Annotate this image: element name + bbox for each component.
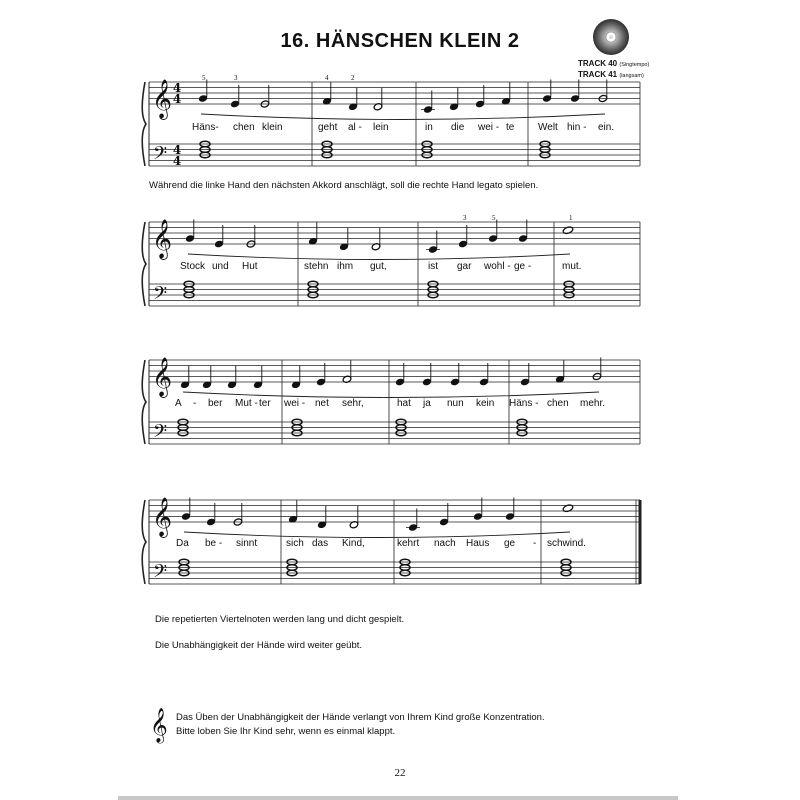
track-line-1: TRACK 40 (Singtempo) bbox=[578, 59, 650, 68]
lyric-syllable: chen bbox=[233, 122, 255, 133]
brace bbox=[142, 360, 146, 444]
note-repeated-quarters: Die repetierten Viertelnoten werden lang und dicht gespielt. bbox=[155, 614, 405, 625]
quarter-note bbox=[475, 100, 485, 108]
instruction-legato: Während die linke Hand den nächsten Akkord anschlägt, soll die rechte Hand legato spielen. bbox=[149, 180, 539, 191]
lyric-syllable: Haus bbox=[466, 538, 490, 549]
legato-slur bbox=[201, 114, 605, 120]
lyric-syllable: stehn bbox=[304, 261, 329, 272]
lyric-syllable: gut, bbox=[370, 261, 387, 272]
lyric-syllable: ist bbox=[428, 261, 438, 272]
lyric-syllable: nach bbox=[434, 538, 456, 549]
quarter-note bbox=[428, 245, 438, 253]
brace bbox=[142, 82, 146, 166]
lyric-syllable: ber bbox=[208, 398, 223, 409]
fingering-number: 4 bbox=[325, 74, 329, 82]
bass-clef-icon: 𝄢 bbox=[153, 561, 168, 587]
lyric-syllable: geht bbox=[318, 122, 338, 133]
page-number: 22 bbox=[394, 767, 406, 779]
bass-clef-icon: 𝄢 bbox=[153, 421, 168, 447]
lyric-syllable: lein bbox=[373, 122, 389, 133]
bass-time-signature-denominator: 4 bbox=[172, 154, 182, 168]
quarter-note bbox=[439, 518, 449, 526]
quarter-note bbox=[479, 378, 489, 386]
treble-clef-icon: 𝄞 bbox=[152, 219, 173, 259]
legato-slur bbox=[184, 532, 570, 538]
lyric-syllable: in bbox=[425, 122, 433, 133]
treble-time-signature-denominator: 4 bbox=[172, 92, 182, 106]
lyric-syllable: ihm bbox=[337, 261, 354, 272]
quarter-note bbox=[505, 512, 515, 520]
lyric-syllable: wohl - bbox=[484, 261, 511, 272]
lyric-syllable: und bbox=[212, 261, 229, 272]
lyric-syllable: die bbox=[451, 122, 465, 133]
quarter-note bbox=[488, 234, 498, 242]
lyric-syllable: sich bbox=[286, 538, 304, 549]
lyric-syllable: - bbox=[533, 538, 537, 549]
lyric-syllable: Häns - bbox=[509, 398, 539, 409]
brace bbox=[142, 500, 146, 584]
lyric-syllable: gar bbox=[457, 261, 472, 272]
treble-clef-icon: 𝄞 bbox=[150, 708, 168, 743]
quarter-note bbox=[181, 512, 191, 520]
lyric-syllable: das bbox=[312, 538, 329, 549]
quarter-note bbox=[198, 94, 208, 102]
lyric-syllable: te bbox=[506, 122, 515, 133]
quarter-note bbox=[316, 378, 326, 386]
quarter-note bbox=[422, 378, 432, 386]
lyric-syllable: ge - bbox=[514, 261, 532, 272]
bass-clef-icon: 𝄢 bbox=[153, 143, 168, 169]
lyric-syllable: schwind. bbox=[547, 538, 586, 549]
bass-time-signature-numerator: 4 bbox=[172, 143, 182, 157]
fingering-number: 3 bbox=[463, 214, 467, 222]
fingering-number: 5 bbox=[202, 74, 206, 82]
lyric-syllable: wei - bbox=[284, 398, 306, 409]
lyric-syllable: Stock bbox=[180, 261, 206, 272]
hint-praise: Bitte loben Sie Ihr Kind sehr, wenn es einmal klappt. bbox=[176, 726, 396, 737]
quarter-note bbox=[206, 518, 216, 526]
page-title: 16. HÄNSCHEN KLEIN 2 bbox=[280, 30, 520, 52]
quarter-note bbox=[408, 523, 418, 531]
lyric-syllable: net bbox=[315, 398, 329, 409]
lyric-syllable: Da bbox=[176, 538, 189, 549]
lyric-syllable: mut. bbox=[562, 261, 582, 272]
quarter-note bbox=[518, 234, 528, 242]
fingering-number: 2 bbox=[351, 74, 355, 82]
fingering-number: 1 bbox=[569, 214, 573, 222]
bass-clef-icon: 𝄢 bbox=[153, 283, 168, 309]
lyric-syllable: al - bbox=[348, 122, 362, 133]
lyric-syllable: wei - bbox=[478, 122, 500, 133]
lyric-syllable: kehrt bbox=[397, 538, 420, 549]
legato-slur bbox=[183, 392, 599, 398]
lyric-syllable: sinnt bbox=[236, 538, 258, 549]
quarter-note bbox=[473, 512, 483, 520]
lyric-syllable: hat bbox=[397, 398, 411, 409]
lyric-syllable: ein. bbox=[598, 122, 615, 133]
lyric-syllable: mehr. bbox=[580, 398, 606, 409]
lyric-syllable: sehr, bbox=[342, 398, 364, 409]
quarter-note bbox=[214, 240, 224, 248]
lyric-syllable: kein bbox=[476, 398, 495, 409]
lyric-syllable: nun bbox=[447, 398, 464, 409]
brace bbox=[142, 222, 146, 306]
lyric-syllable: ge bbox=[504, 538, 516, 549]
legato-slur bbox=[188, 254, 570, 260]
fingering-number: 3 bbox=[234, 74, 238, 82]
lyric-syllable: Hut bbox=[242, 261, 258, 272]
quarter-note bbox=[450, 378, 460, 386]
quarter-note bbox=[542, 94, 552, 102]
treble-clef-icon: 𝄞 bbox=[152, 79, 173, 119]
track-line-2: TRACK 41 (langsam) bbox=[578, 70, 644, 79]
lyric-syllable: ja bbox=[423, 398, 431, 409]
treble-time-signature-numerator: 4 bbox=[172, 81, 182, 95]
lyric-syllable: klein bbox=[262, 122, 283, 133]
lyric-syllable: Kind, bbox=[342, 538, 365, 549]
lyric-syllable: Welt bbox=[538, 122, 558, 133]
treble-clef-icon: 𝄞 bbox=[152, 357, 173, 397]
quarter-note bbox=[570, 94, 580, 102]
quarter-note bbox=[520, 378, 530, 386]
lyric-syllable: A bbox=[175, 398, 182, 409]
note-independence: Die Unabhängigkeit der Hände wird weiter geübt. bbox=[155, 640, 363, 651]
lyric-syllable: be - bbox=[205, 538, 223, 549]
lyric-syllable: Mut - bbox=[235, 398, 258, 409]
quarter-note bbox=[395, 378, 405, 386]
quarter-note bbox=[185, 234, 195, 242]
quarter-note bbox=[423, 105, 433, 113]
lyric-syllable: - bbox=[193, 398, 197, 409]
lyric-syllable: chen bbox=[547, 398, 569, 409]
quarter-note bbox=[230, 100, 240, 108]
treble-clef-icon: 𝄞 bbox=[152, 497, 173, 537]
fingering-number: 5 bbox=[492, 214, 496, 222]
quarter-note bbox=[458, 240, 468, 248]
scan-edge bbox=[118, 796, 678, 800]
lyric-syllable: ter bbox=[259, 398, 271, 409]
lyric-syllable: Häns- bbox=[192, 122, 219, 133]
hint-concentration: Das Üben der Unabhängigkeit der Hände verlangt von Ihrem Kind große Konzentration. bbox=[176, 712, 545, 723]
lyric-syllable: hin - bbox=[567, 122, 587, 133]
